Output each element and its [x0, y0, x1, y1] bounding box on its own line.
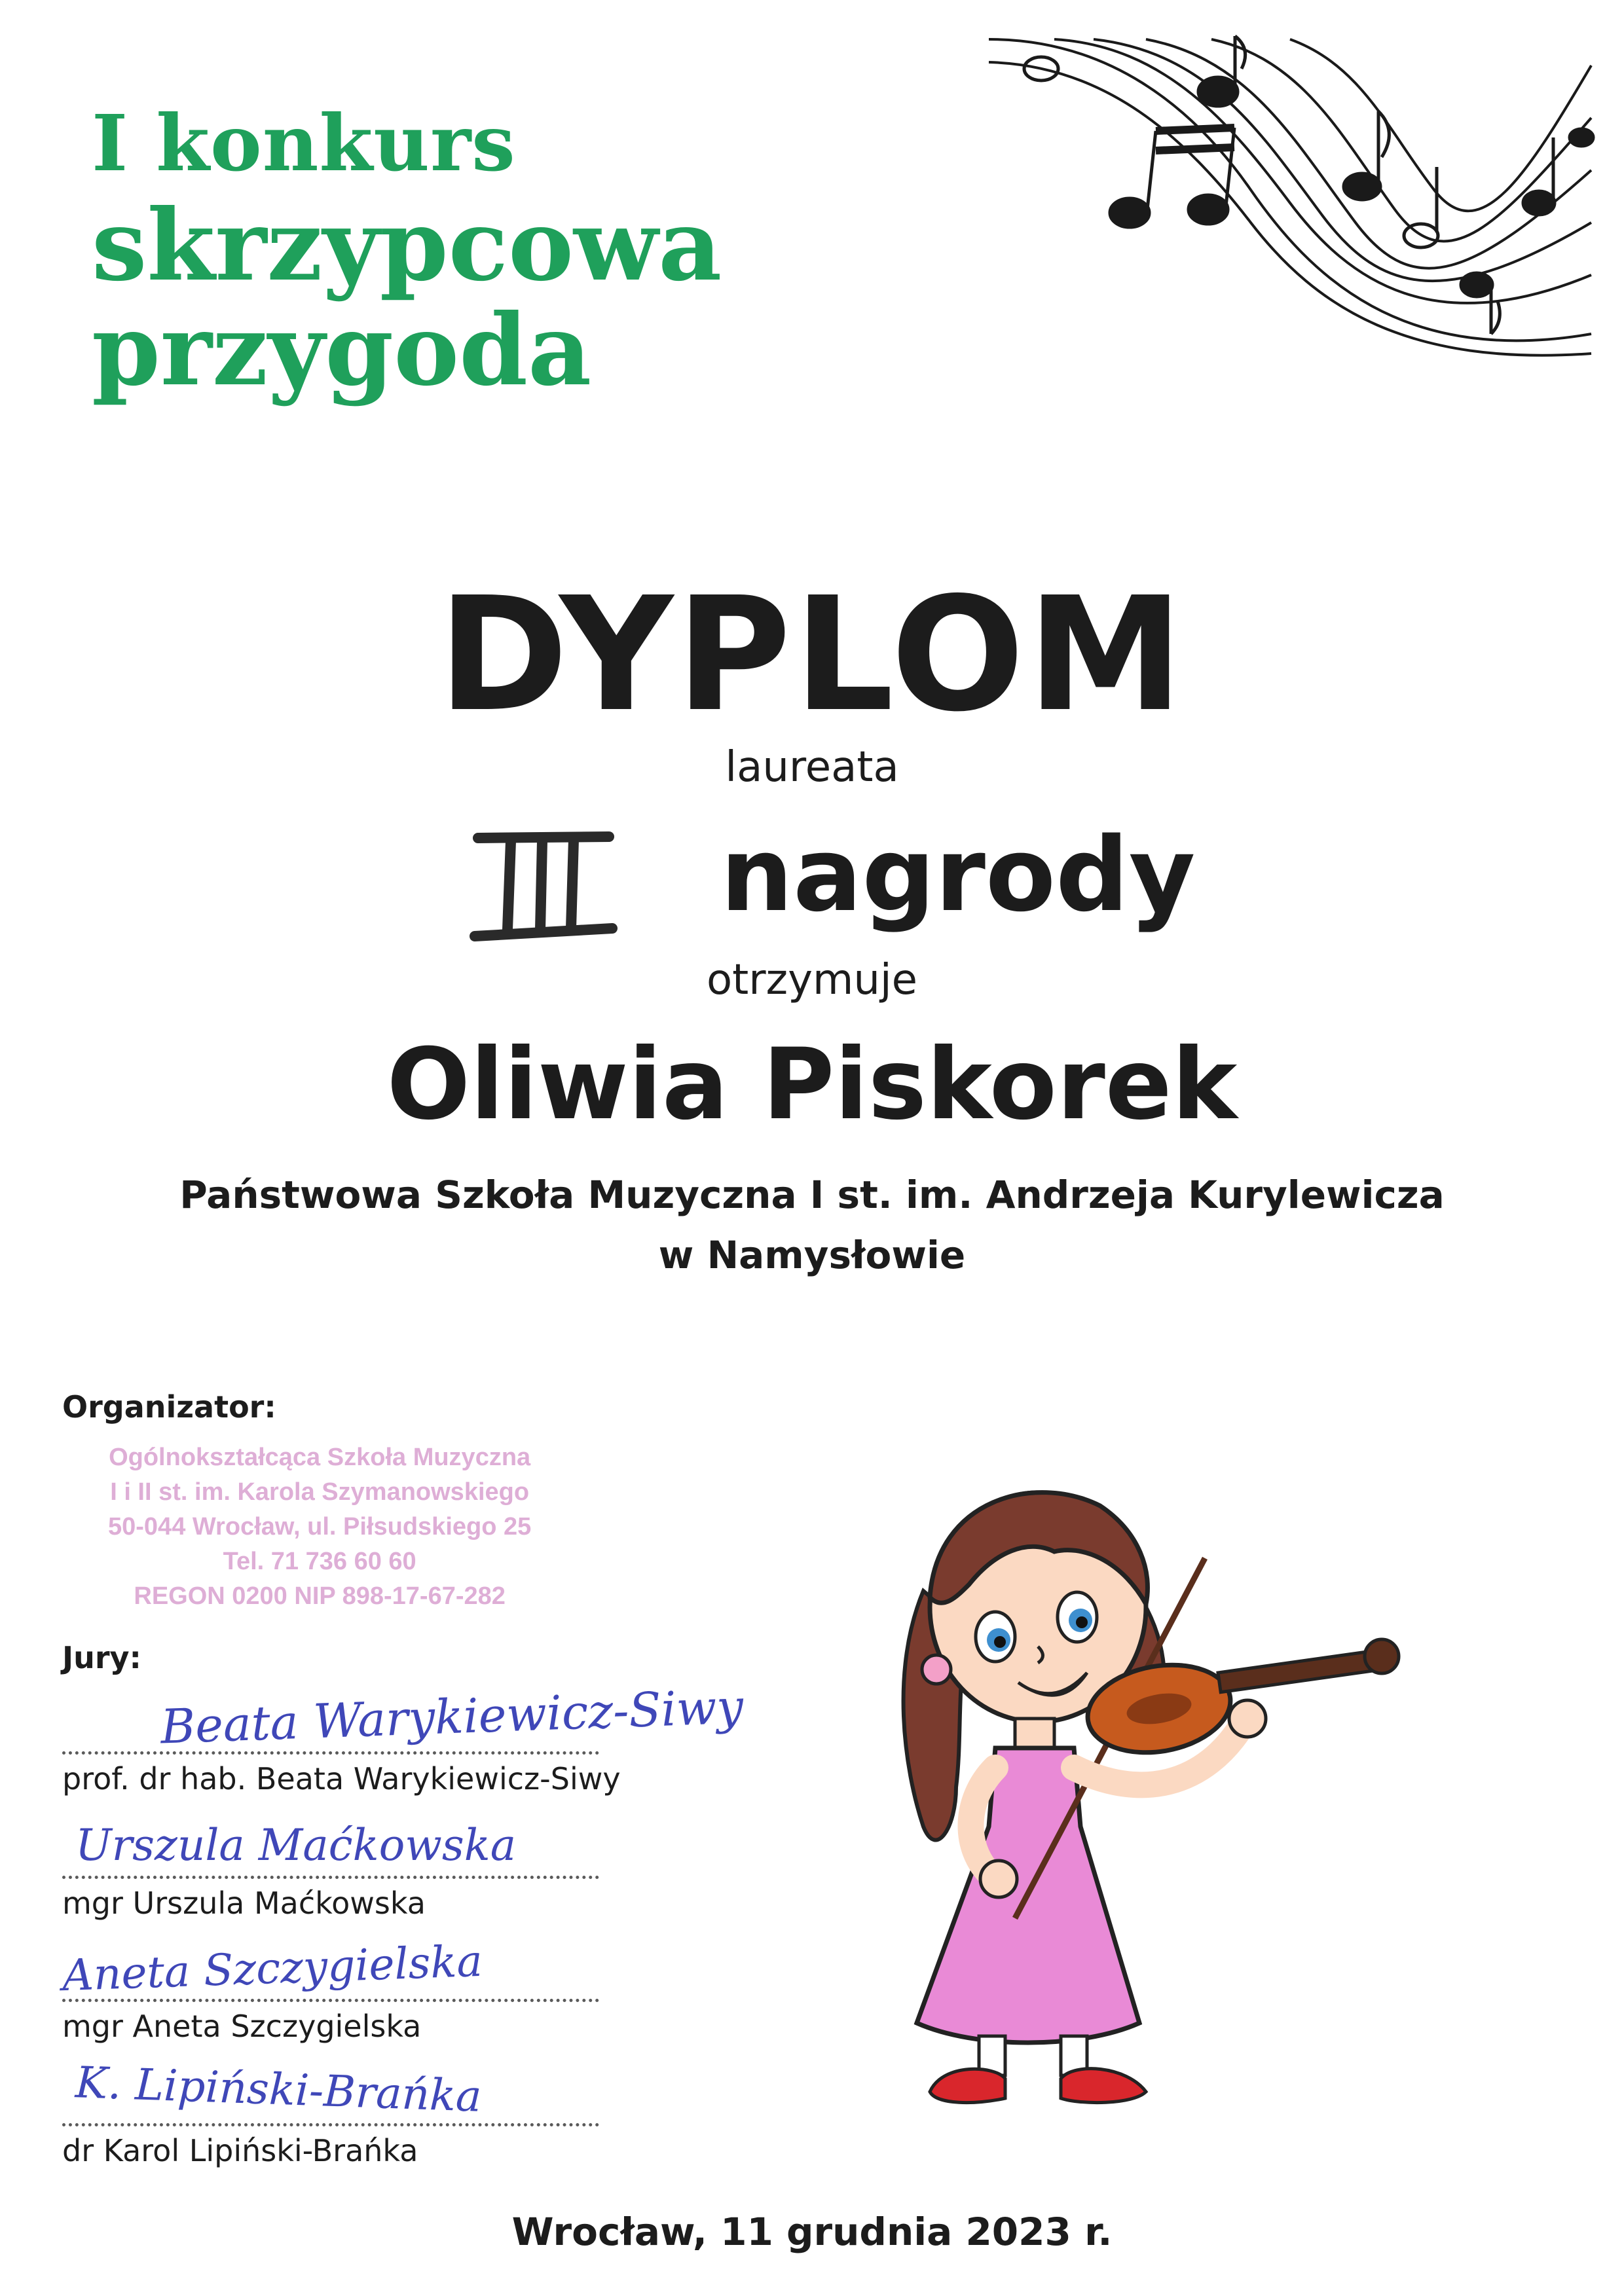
- organizer-stamp: [108, 1440, 531, 1614]
- contest-title-line1: I konkurs: [92, 98, 516, 189]
- girl-violin-illustration: [864, 1460, 1428, 2115]
- contest-title-line3: przygoda: [92, 293, 592, 408]
- signature-line: [62, 1751, 599, 1755]
- winner-name: Oliwia Piskorek: [386, 1028, 1238, 1142]
- signature: K. Lipiński-Brańka: [74, 2057, 483, 2122]
- signature-line: [62, 1999, 599, 2002]
- jury-member: [62, 1679, 745, 1807]
- jury-member-name: mgr Urszula Maćkowska: [62, 1886, 426, 1921]
- contest-title: [92, 98, 722, 408]
- stamp-line: Ogólnokształcąca Szkoła Muzyczna: [109, 1444, 531, 1471]
- jury-label: Jury:: [62, 1640, 141, 1675]
- school-name: [0, 1165, 1624, 1285]
- organizer-label: Organizator:: [62, 1389, 276, 1425]
- signature: Beata Warykiewicz-Siwy: [159, 1679, 745, 1755]
- school-line1: Państwowa Szkoła Muzyczna I st. im. Andrzeja Kurylewicza: [179, 1173, 1445, 1217]
- signature: Aneta Szczygielska: [61, 1935, 483, 2001]
- prize-word: nagrody: [720, 815, 1196, 934]
- music-notes-icon: [976, 26, 1604, 373]
- jury-member-name: prof. dr hab. Beata Warykiewicz-Siwy: [62, 1761, 621, 1796]
- jury-member: [62, 1813, 599, 1931]
- signature-line: [62, 1876, 599, 1879]
- jury-member-name: mgr Aneta Szczygielska: [62, 2009, 422, 2044]
- stamp-line: 50-044 Wrocław, ul. Piłsudskiego 25: [108, 1513, 532, 1540]
- signature-line: [62, 2123, 599, 2126]
- school-line2: w Namysłowie: [658, 1232, 966, 1277]
- jury-member-name: dr Karol Lipiński-Brańka: [62, 2133, 418, 2168]
- signature: Urszula Maćkowska: [75, 1820, 517, 1870]
- diploma-title: DYPLOM: [437, 563, 1187, 746]
- jury-member: [62, 2057, 599, 2179]
- prize-number-handwritten: [458, 812, 629, 956]
- stamp-line: I i II st. im. Karola Szymanowskiego: [110, 1478, 530, 1506]
- receives-label: otrzymuje: [706, 956, 918, 1004]
- stamp-line: REGON 0200 NIP 898-17-67-282: [134, 1582, 506, 1610]
- place-and-date: Wrocław, 11 grudnia 2023 r.: [511, 2210, 1113, 2254]
- stamp-line: Tel. 71 736 60 60: [223, 1548, 416, 1575]
- jury-member: [62, 1937, 599, 2054]
- diploma-subtitle: laureata: [725, 743, 899, 792]
- contest-title-line2: skrzypcowa: [92, 188, 722, 303]
